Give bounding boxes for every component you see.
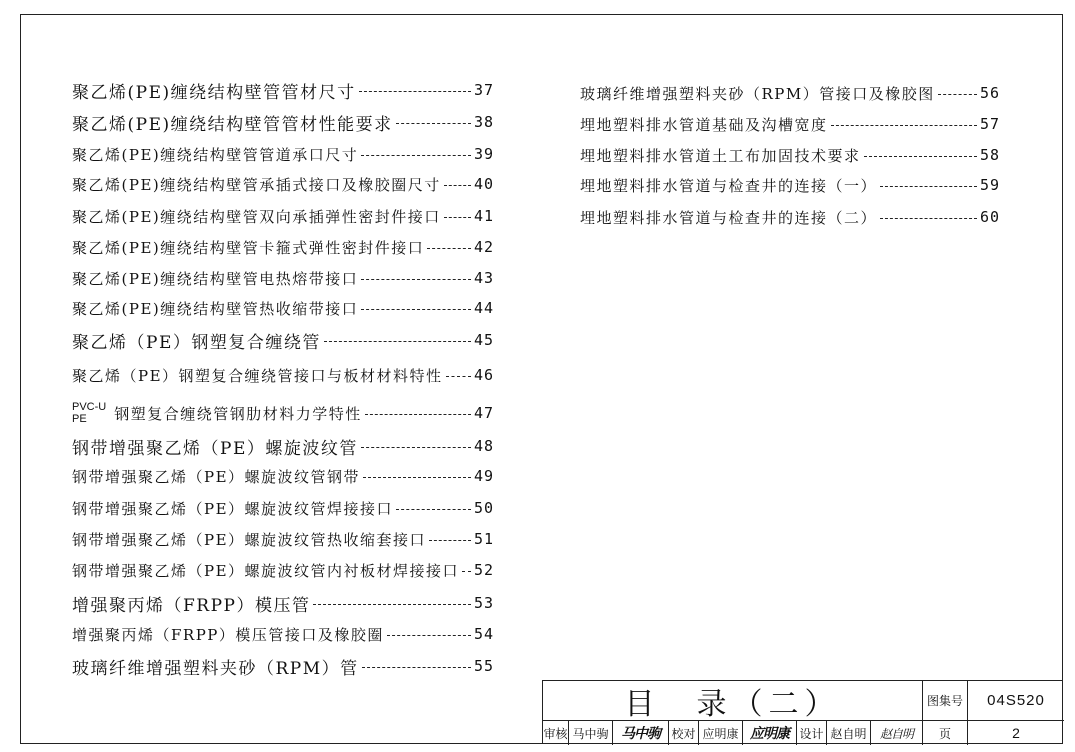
toc-entry — [580, 174, 1000, 196]
toc-entry-prefix — [72, 401, 106, 425]
toc-entry — [72, 79, 494, 101]
title-block — [542, 680, 1063, 744]
toc-entry-title: 玻璃纤维增强塑料夹砂（RPM）管 — [72, 658, 359, 679]
toc-leader — [396, 509, 471, 510]
toc-entry — [580, 144, 1000, 166]
toc-entry-page: 60 — [979, 208, 1000, 226]
toc-leader — [446, 376, 471, 377]
page-label-cell — [923, 721, 968, 745]
toc-leader — [880, 186, 977, 187]
toc-entry-page: 51 — [473, 530, 494, 548]
toc-leader — [359, 91, 471, 92]
designer-signature-cell — [871, 721, 923, 745]
atlas-no-cell — [968, 681, 1064, 721]
toc-entry-title: 聚乙烯(PE)缠绕结构壁管双向承插弹性密封件接口 — [72, 207, 441, 226]
toc-prefix-top: PVC-U — [72, 401, 107, 413]
toc-leader — [362, 667, 471, 668]
toc-entry-page: 59 — [979, 176, 1000, 194]
toc-entry-page: 58 — [979, 146, 1000, 164]
toc-entry-title: 钢带增强聚乙烯（PE）螺旋波纹管钢带 — [72, 467, 361, 486]
atlas-number: 04S520 — [987, 692, 1045, 709]
toc-leader — [361, 155, 471, 156]
toc-entry-page: 52 — [473, 561, 494, 579]
toc-entry-page: 48 — [473, 437, 494, 455]
toc-leader — [324, 341, 471, 342]
page-label: 页 — [938, 726, 951, 741]
check-label: 校对 — [671, 726, 696, 741]
toc-entry — [72, 528, 494, 550]
toc-entry-page: 38 — [473, 113, 494, 131]
toc-entry-page: 53 — [473, 594, 494, 612]
toc-entry-page: 41 — [473, 207, 494, 225]
toc-leader — [396, 123, 471, 124]
reviewer-signature-cell — [613, 721, 669, 745]
drawing-title: 目 录（二） — [624, 686, 841, 722]
review-label-cell — [543, 721, 569, 745]
reviewer-name: 马中驹 — [572, 726, 609, 741]
toc-leader — [387, 635, 471, 636]
toc-leader — [864, 156, 977, 157]
toc-leader — [831, 125, 977, 126]
toc-leader — [462, 571, 471, 572]
toc-entry-page: 40 — [473, 175, 494, 193]
reviewer-cell — [569, 721, 613, 745]
toc-entry — [72, 111, 494, 133]
toc-entry-title: 钢带增强聚乙烯（PE）螺旋波纹管焊接接口 — [72, 499, 394, 518]
toc-entry-page: 43 — [473, 269, 494, 287]
toc-entry — [580, 206, 1000, 228]
toc-entry — [580, 113, 1000, 135]
toc-leader — [880, 218, 977, 219]
toc-entry-page: 56 — [979, 84, 1000, 102]
toc-entry-title: 聚乙烯（PE）钢塑复合缠绕管接口与板材材料特性 — [72, 366, 443, 385]
toc-entry — [72, 297, 494, 319]
toc-entry-title: 聚乙烯(PE)缠绕结构壁管管道承口尺寸 — [72, 145, 359, 164]
toc-leader — [361, 447, 471, 448]
toc-entry — [72, 329, 494, 351]
toc-entry-page: 37 — [473, 81, 494, 99]
toc-leader — [429, 540, 471, 541]
toc-entry-title: 聚乙烯(PE)缠绕结构壁管热收缩带接口 — [72, 299, 359, 318]
designer-name: 赵自明 — [830, 726, 867, 741]
toc-entry — [72, 623, 494, 645]
toc-leader — [365, 414, 471, 415]
toc-entry-title: 聚乙烯(PE)缠绕结构壁管管材尺寸 — [72, 82, 356, 103]
toc-entry — [72, 655, 494, 677]
toc-entry-title: 埋地塑料排水管道土工布加固技术要求 — [580, 146, 861, 165]
toc-entry-title: 聚乙烯(PE)缠绕结构壁管卡箍式弹性密封件接口 — [72, 238, 425, 257]
toc-leader — [444, 217, 471, 218]
toc-entry-title: 聚乙烯(PE)缠绕结构壁管承插式接口及橡胶圈尺寸 — [72, 175, 441, 194]
toc-leader — [361, 309, 471, 310]
toc-entry-title: 钢塑复合缠绕管钢肋材料力学特性 — [114, 404, 362, 423]
toc-entry-page: 44 — [473, 299, 494, 317]
checker-signature: 应明康 — [750, 726, 789, 742]
toc-entry — [72, 205, 494, 227]
toc-entry — [72, 364, 494, 386]
toc-entry — [72, 592, 494, 614]
atlas-label: 图集号 — [926, 694, 963, 708]
toc-entry — [72, 143, 494, 165]
review-label: 审核 — [543, 726, 568, 741]
atlas-label-cell — [923, 681, 968, 721]
toc-entry — [72, 173, 494, 195]
toc-entry-title: 聚乙烯(PE)缠绕结构壁管管材性能要求 — [72, 114, 393, 135]
toc-leader — [444, 185, 471, 186]
toc-entry-title: 钢带增强聚乙烯（PE）螺旋波纹管热收缩套接口 — [72, 530, 427, 549]
design-label: 设计 — [799, 726, 824, 741]
toc-entry-title: 埋地塑料排水管道基础及沟槽宽度 — [580, 115, 828, 134]
toc-entry-page: 49 — [473, 467, 494, 485]
toc-leader — [361, 279, 471, 280]
designer-signature: 赵自明 — [879, 726, 913, 741]
toc-entry-page: 54 — [473, 625, 494, 643]
toc-entry — [72, 402, 494, 424]
toc-entry-page: 47 — [473, 404, 494, 422]
page-no-cell — [968, 721, 1064, 745]
toc-entry-title: 聚乙烯（PE）钢塑复合缠绕管 — [72, 332, 321, 353]
checker-name: 应明康 — [702, 726, 739, 741]
toc-entry — [580, 82, 1000, 104]
toc-prefix-bottom: PE — [72, 413, 87, 425]
toc-entry — [72, 236, 494, 258]
toc-leader — [938, 94, 977, 95]
toc-leader — [313, 604, 470, 605]
toc-entry-title: 增强聚丙烯（FRPP）模压管 — [72, 595, 311, 616]
check-label-cell — [669, 721, 699, 745]
toc-entry-page: 57 — [979, 115, 1000, 133]
toc-entry — [72, 267, 494, 289]
toc-entry-page: 42 — [473, 238, 494, 256]
toc-entry-title: 埋地塑料排水管道与检查井的连接（二） — [580, 208, 878, 227]
toc-entry — [72, 465, 494, 487]
toc-entry-page: 45 — [473, 331, 494, 349]
checker-cell — [699, 721, 743, 745]
design-label-cell — [797, 721, 827, 745]
designer-cell — [827, 721, 871, 745]
toc-entry-page: 55 — [473, 657, 494, 675]
toc-entry-page: 39 — [473, 145, 494, 163]
toc-entry — [72, 497, 494, 519]
toc-entry — [72, 435, 494, 457]
toc-entry — [72, 559, 494, 581]
toc-entry-title: 钢带增强聚乙烯（PE）螺旋波纹管 — [72, 438, 358, 459]
drawing-title-cell — [543, 681, 923, 721]
checker-signature-cell — [743, 721, 797, 745]
toc-entry-title: 增强聚丙烯（FRPP）模压管接口及橡胶圈 — [72, 625, 384, 644]
toc-entry-page: 50 — [473, 499, 494, 517]
toc-entry-title: 钢带增强聚乙烯（PE）螺旋波纹管内衬板材焊接接口 — [72, 561, 460, 580]
toc-leader — [363, 477, 471, 478]
page-number: 2 — [1012, 725, 1020, 741]
toc-entry-title: 玻璃纤维增强塑料夹砂（RPM）管接口及橡胶图 — [580, 84, 935, 103]
toc-entry-title: 埋地塑料排水管道与检查井的连接（一） — [580, 176, 878, 195]
toc-leader — [427, 248, 471, 249]
toc-entry-title: 聚乙烯(PE)缠绕结构壁管电热熔带接口 — [72, 269, 359, 288]
toc-entry-page: 46 — [473, 366, 494, 384]
reviewer-signature: 马中驹 — [621, 726, 660, 742]
